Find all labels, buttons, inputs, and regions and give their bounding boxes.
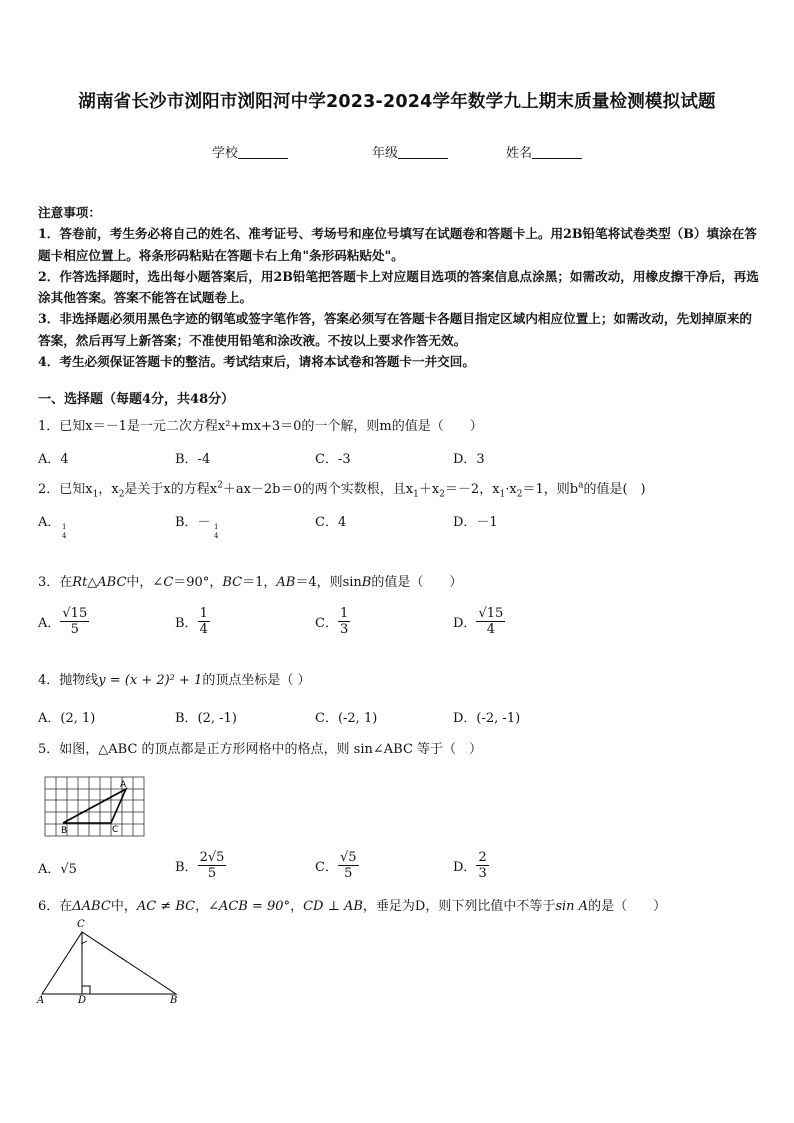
q2-option-c[interactable]: C．4 bbox=[315, 515, 347, 530]
q2-option-b-fraction: 1 4 bbox=[214, 523, 219, 540]
notes-item: 2．作答选择题时，选出每小题答案后，用2B铅笔把答题卡上对应题目选项的答案信息点涂黑；如需改动，用橡皮擦干净后，再选涂其他答案。答案不能答在试题卷上。 bbox=[38, 268, 759, 306]
q2-option-d[interactable]: D．－1 bbox=[453, 515, 498, 530]
q3-option-d[interactable]: D． $\frac{√15}{4}$ bbox=[453, 606, 504, 637]
q2-option-a[interactable]: A． bbox=[38, 515, 61, 530]
label-a: A bbox=[120, 780, 127, 790]
q2-option-a-fraction: 1 4 bbox=[62, 523, 67, 540]
q5-option-b[interactable]: B． $\frac{2√5}{5}$ bbox=[175, 850, 225, 881]
question-5-stem: 5．如图，△ABC 的顶点都是正方形网格中的格点，则 sin∠ABC 等于（ ） bbox=[38, 742, 483, 757]
label-d: D bbox=[78, 995, 87, 1004]
label-c: C bbox=[112, 825, 119, 835]
page-title: 湖南省长沙市浏阳市浏阳河中学2023-2024学年数学九上期末质量检测模拟试题 bbox=[78, 92, 716, 112]
question-2-stem: 2．已知$x_1$，$x_2$是关于x的方程$x^2+ax-2b=0$的两个实数根，且$x_1+x_2=-2$，$x_1\cdot x_2=1$，则$b^a$的值是( ) bbox=[38, 480, 646, 500]
section-heading: 一、选择题（每题4分，共48分） bbox=[38, 392, 235, 407]
school-label: 学校 bbox=[212, 146, 239, 161]
notes-heading: 注意事项： bbox=[38, 205, 101, 220]
q5-option-c[interactable]: C． $\frac{√5}{5}$ bbox=[315, 850, 357, 881]
notes-item: 1．答卷前，考生务必将自己的姓名、准考证号、考场号和座位号填写在试题卷和答题卡上。用2B铅笔将试卷类型（B）填涂在答题卡相应位置上。将条形码粘贴在答题卡右上角"条形码粘贴处"。 bbox=[38, 226, 757, 263]
q4-option-b[interactable]: B．(2, -1) bbox=[175, 711, 237, 726]
grade-field[interactable] bbox=[372, 142, 448, 161]
grade-label: 年级 bbox=[372, 146, 399, 161]
notes-block bbox=[38, 202, 760, 372]
q4-option-d[interactable]: D．(-2, -1) bbox=[453, 711, 521, 726]
q3-option-b[interactable]: B． $\frac{1}{4}$ bbox=[175, 606, 208, 637]
name-field[interactable] bbox=[506, 142, 582, 161]
question-4-stem: 4．抛物线y = (x + 2)² + 1的顶点坐标是（ ） bbox=[38, 673, 311, 688]
name-blank[interactable] bbox=[532, 145, 582, 159]
q3-option-a[interactable]: A． $\frac{√15}{5}$ bbox=[38, 606, 88, 637]
label-c: C bbox=[77, 919, 85, 930]
school-field[interactable] bbox=[212, 142, 288, 161]
question-1-stem: 1．已知x＝－1是一元二次方程x²+mx+3＝0的一个解，则m的值是（ ） bbox=[38, 419, 483, 434]
label-b: B bbox=[61, 826, 68, 836]
notes-item: 3．非选择题必须用黑色字迹的钢笔或签字笔作答，答案必须写在答题卡各题目指定区域内相应位置上；如需改动，先划掉原来的答案，然后再写上新答案；不准使用铅笔和涂改液。不按以上要求作答无效。 bbox=[38, 311, 753, 348]
question-3-stem: 3．在Rt△ABC中，∠C＝90°，BC＝1，AB＝4，则sinB的值是（ ） bbox=[38, 575, 463, 590]
right-triangle-figure bbox=[36, 916, 186, 1004]
q2-option-b[interactable]: B．－ bbox=[175, 515, 211, 530]
triangle-abc bbox=[63, 789, 126, 823]
q3-option-c[interactable]: C． $\frac{1}{3}$ bbox=[315, 606, 349, 637]
question-6-stem: 6．在ΔABC中，AC ≠ BC，∠ACB = 90°，CD ⊥ AB，垂足为D，则下列比值中不等于sin A的是（ ） bbox=[38, 899, 667, 914]
label-a: A bbox=[37, 995, 45, 1004]
q5-option-d[interactable]: D． $\frac{2}{3}$ bbox=[453, 850, 487, 881]
q1-option-d[interactable]: D．3 bbox=[453, 452, 485, 467]
q1-option-a[interactable]: A．4 bbox=[38, 452, 69, 467]
name-label: 姓名 bbox=[506, 146, 533, 161]
q4-option-a[interactable]: A．(2, 1) bbox=[38, 711, 96, 726]
grid-figure bbox=[44, 776, 146, 838]
notes-item: 4．考生必须保证答题卡的整洁。考试结束后，请将本试卷和答题卡一并交回。 bbox=[38, 354, 475, 370]
label-b: B bbox=[170, 995, 178, 1004]
school-blank[interactable] bbox=[238, 145, 288, 159]
q5-option-a[interactable]: A．√5 bbox=[38, 862, 77, 877]
q4-option-c[interactable]: C．(-2, 1) bbox=[315, 711, 378, 726]
q1-option-c[interactable]: C．-3 bbox=[315, 452, 351, 467]
q1-option-b[interactable]: B．-4 bbox=[175, 452, 211, 467]
grade-blank[interactable] bbox=[398, 145, 448, 159]
